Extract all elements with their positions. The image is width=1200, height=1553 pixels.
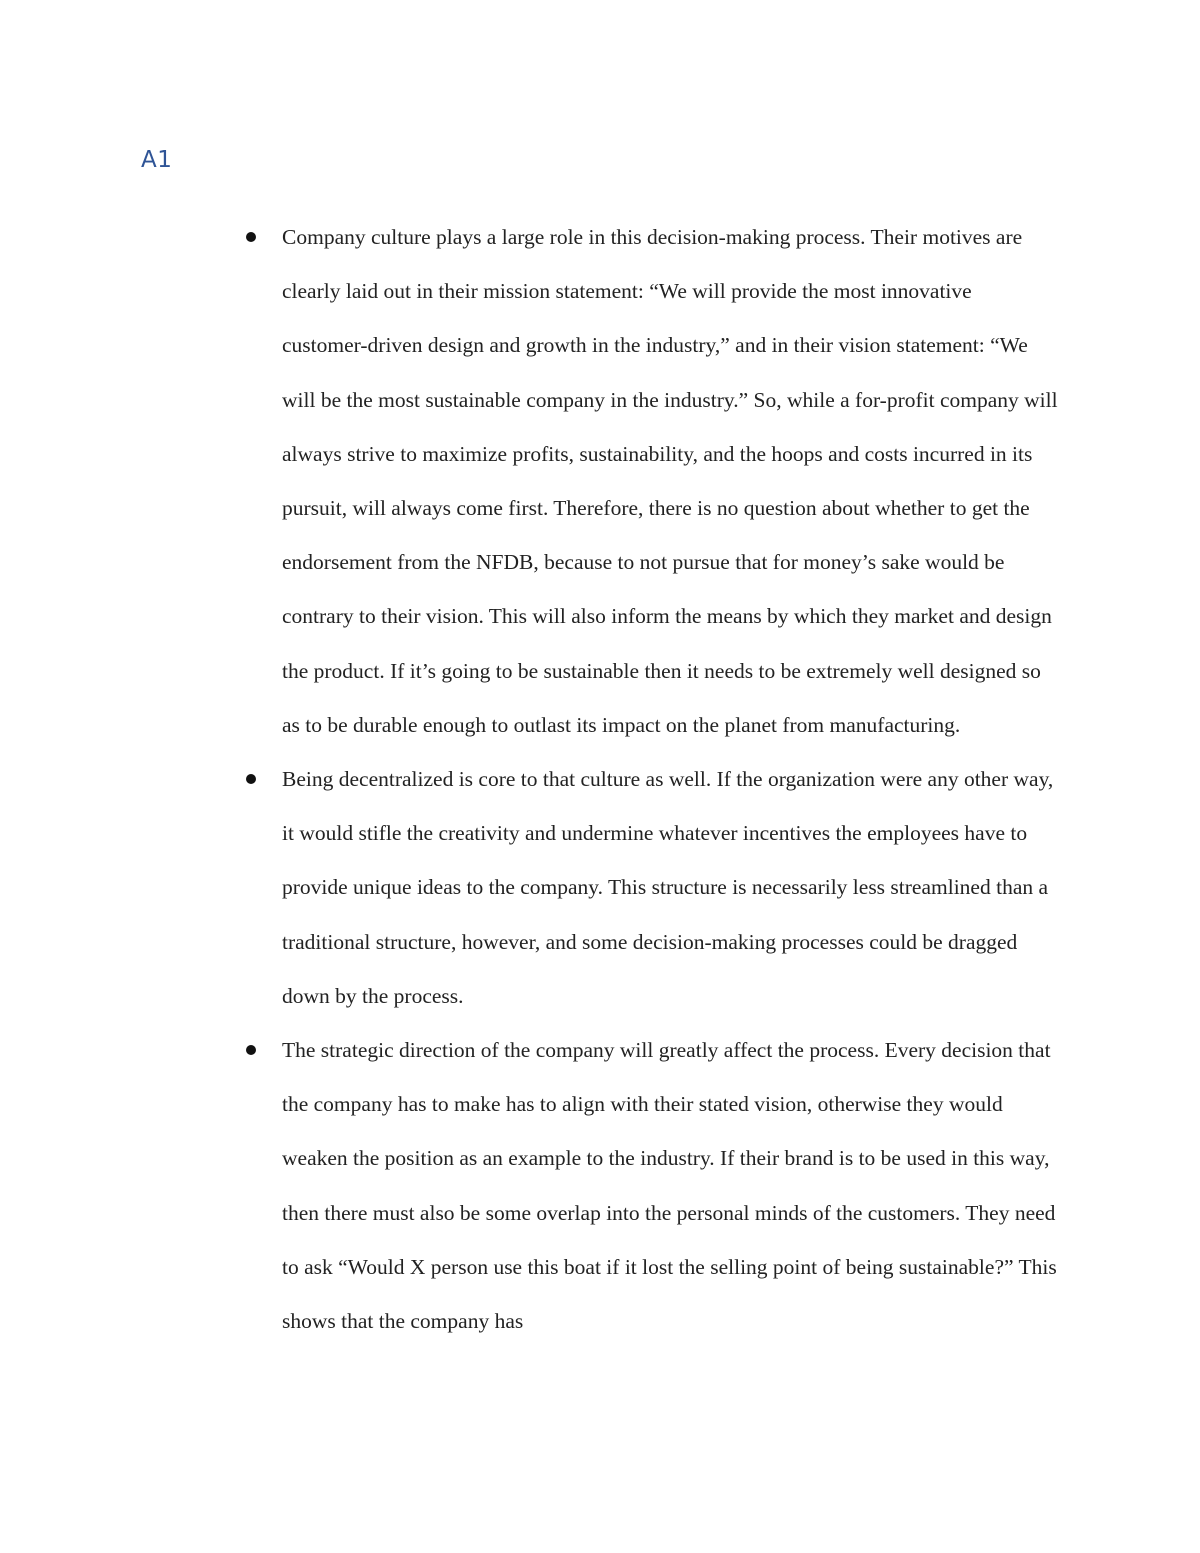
list-item [282, 210, 1062, 752]
bullet-icon [246, 774, 256, 784]
list-item-text: Company culture plays a large role in this decision-making process. Their motives are clearly laid out in their mission statement: “We will provide the most innovative customer-driven design and growth in the industry,” and in their vision statement: “We will be the most sustainable company in the industry.” So, while a for-profit company will always strive to maximize profits, sustainability, and the hoops and costs incurred in its pursuit, will always come first. Therefore, there is no question about whether to get the endorsement from the NFDB, because to not pursue that for money’s sake would be contrary to their vision. This will also inform the means by which they market and design the product. If it’s going to be sustainable then it needs to be extremely well designed so as to be durable enough to outlast its impact on the planet from manufacturing. [282, 225, 1058, 737]
bullet-icon [246, 1045, 256, 1055]
bullet-list [282, 210, 1062, 1348]
list-item [282, 752, 1062, 1023]
list-item-text: Being decentralized is core to that culture as well. If the organization were any other way, it would stifle the creativity and undermine whatever incentives the employees have to provide unique ideas to the company. This structure is necessarily less streamlined than a traditional structure, however, and some decision-making processes could be dragged down by the process. [282, 767, 1054, 1008]
list-item-text: The strategic direction of the company will greatly affect the process. Every decision that the company has to make has to align with their stated vision, otherwise they would weaken the position as an example to the industry. If their brand is to be used in this way, then there must also be some overlap into the personal minds of the customers. They need to ask “Would X person use this boat if it lost the selling point of being sustainable?” This shows that the company has [282, 1038, 1057, 1334]
list-item [282, 1023, 1062, 1348]
bullet-icon [246, 232, 256, 242]
section-heading: A1 [141, 147, 173, 173]
